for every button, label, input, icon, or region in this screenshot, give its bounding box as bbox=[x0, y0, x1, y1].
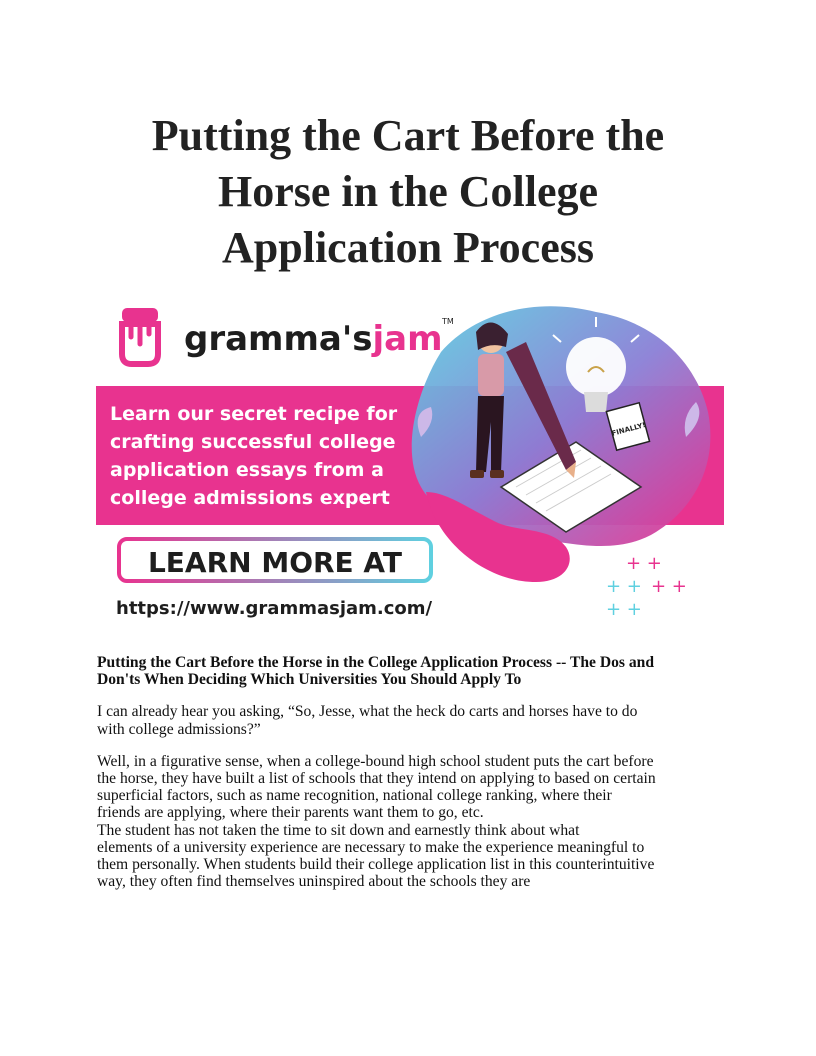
jam-jar-logo-icon bbox=[122, 308, 158, 364]
svg-text:+ +: + + bbox=[606, 599, 642, 620]
trademark-mark: TM bbox=[442, 317, 454, 326]
title-line-2: Horse in the College bbox=[217, 167, 599, 216]
tagline-line-2: crafting successful college bbox=[110, 431, 396, 453]
brand-wordmark: gramma'sjam bbox=[184, 319, 443, 359]
learn-more-label: LEARN MORE AT bbox=[147, 546, 403, 579]
tagline-line-1: Learn our secret recipe for bbox=[110, 403, 398, 425]
tagline-line-4: college admissions expert bbox=[110, 487, 390, 509]
article-body bbox=[97, 654, 722, 905]
svg-text:+ +: + + bbox=[651, 576, 687, 597]
title-line-1: Putting the Cart Before the bbox=[151, 111, 665, 160]
tagline-line-3: application essays from a bbox=[110, 459, 384, 481]
title-line-3: Application Process bbox=[222, 223, 594, 272]
paragraph-1: I can already hear you asking, “So, Jesse, what the heck do carts and horses have to do with college admissions?” bbox=[97, 703, 638, 738]
promo-banner[interactable] bbox=[96, 292, 724, 627]
decorative-plus-marks bbox=[606, 553, 687, 620]
svg-text:+ +: + + bbox=[606, 576, 642, 597]
svg-text:FINALLY!: FINALLY! bbox=[610, 421, 647, 438]
document-title bbox=[90, 108, 726, 276]
article-subtitle: Putting the Cart Before the Horse in the College Application Process -- The Dos and Don'ts When Deciding Which Universities You Should Apply To bbox=[97, 654, 655, 689]
svg-text:+ +: + + bbox=[626, 553, 662, 574]
banner-url: https://www.grammasjam.com/ bbox=[116, 598, 433, 619]
paragraph-2: Well, in a figurative sense, when a college-bound high school student puts the cart before the horse, they have built a list of schools that they intend on applying to based on certain superficial factors, such as name recognition, national college ranking, where their friends are applying, where their parents want them to go, etc. The student has not taken the time to sit down and earnestly think about what elements of a university experience are necessary to make the experience meaningful to them personally. When students build their college application list in this counterintuitive way, they often find themselves uninspired about the schools they are bbox=[97, 752, 656, 891]
